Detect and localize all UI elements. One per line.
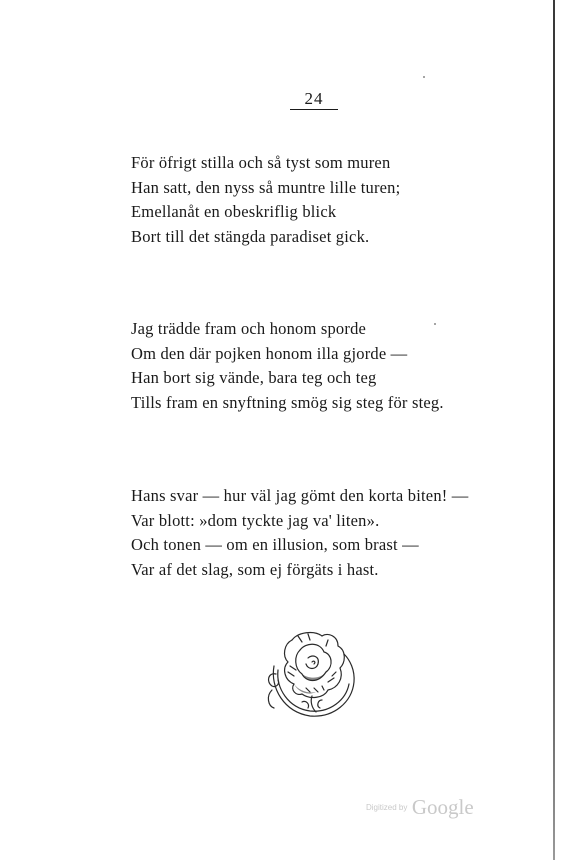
verse-line: Var blott: »dom tyckte jag va' liten». [131, 510, 380, 530]
verse-line: Var af det slag, som ej förgäts i hast. [131, 559, 379, 579]
verse-line: Emellanåt en obeskriflig blick [131, 202, 337, 221]
paper-speck [434, 323, 436, 325]
page-edge-line [553, 0, 555, 860]
paper-speck [423, 76, 425, 78]
stanza-2 [131, 317, 444, 415]
rose-vignette-icon [262, 626, 362, 726]
verse-line: Bort till det stängda paradiset gick. [131, 226, 370, 246]
verse-line: Om den där pojken honom illa gjorde — [131, 343, 408, 363]
watermark-prefix: Digitized by [366, 803, 408, 812]
page-number: 24 [304, 89, 324, 108]
verse-line: Jag trädde fram och honom sporde [131, 319, 367, 338]
page-number-rule [290, 109, 338, 110]
verse-line: Hans svar — hur väl jag gömt den korta biten! — [131, 486, 469, 505]
verse-line: Tills fram en snyftning smög sig steg för steg. [131, 392, 444, 412]
stanza-3 [131, 484, 469, 582]
verse-line: Och tonen — om en illusion, som brast — [131, 535, 419, 554]
watermark-brand: Google [411, 795, 474, 819]
verse-line: För öfrigt stilla och så tyst som muren [131, 153, 391, 172]
verse-line: Han bort sig vände, bara teg och teg [131, 368, 377, 387]
stanza-1 [131, 151, 400, 249]
digitized-by-google-watermark [366, 795, 474, 820]
verse-line: Han satt, den nyss så muntre lille turen; [131, 177, 401, 197]
